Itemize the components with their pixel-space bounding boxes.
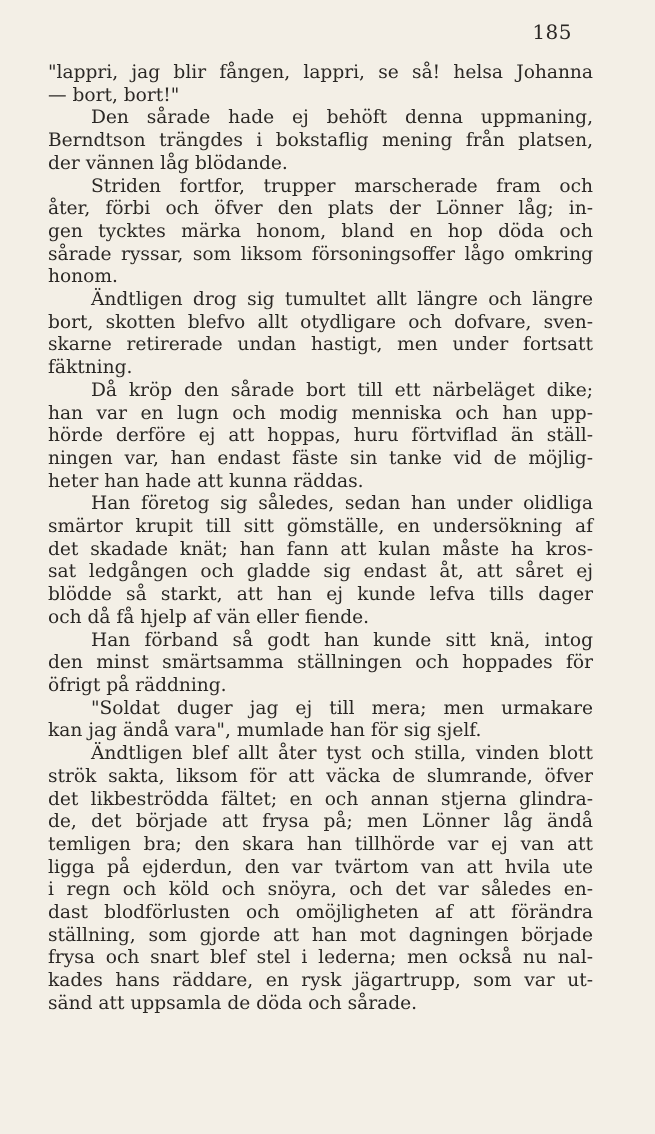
text-line: sänd att uppsamla de döda och sårade. [48, 992, 418, 1014]
text-line: honom. [48, 266, 118, 288]
text-line: dast blodförlusten och omöjligheten af att förändra [48, 902, 593, 924]
text-line: der vännen låg blödande. [48, 152, 288, 174]
text-line: Han företog sig således, sedan han under olidliga [91, 493, 593, 515]
text-line: skarne retirerade undan hastigt, men under fortsatt [48, 334, 593, 356]
text-line: Berndtson trängdes i bokstaflig mening från platsen, [48, 130, 593, 152]
text-line: heter han hade att kunna räddas. [48, 470, 364, 492]
text-line: strök sakta, liksom för att väcka de slumrande, öfver [48, 765, 593, 787]
text-line: — bort, bort!" [48, 84, 180, 106]
text-line: sårade ryssar, som liksom försoningsoffer lågo omkring [48, 243, 593, 265]
text-line: Den sårade hade ej behöft denna uppmaning, [91, 107, 593, 129]
text-line: kan jag ändå vara", mumlade han för sig sjelf. [48, 720, 482, 742]
text-line: Ändtligen drog sig tumultet allt längre och längre [91, 289, 593, 311]
text-line: det skadade knät; han fann att kulan måste ha kros- [48, 538, 593, 560]
page-number: 185 [532, 20, 572, 44]
text-line: frysa och snart blef stel i lederna; men också nu nal- [48, 947, 593, 969]
body-text [48, 62, 593, 1016]
text-line: ningen var, han endast fäste sin tanke vid de möjlig- [48, 447, 593, 469]
text-line: "lappri, jag blir fången, lappri, se så! helsa Johanna [48, 62, 593, 83]
text-line: temligen bra; den skara han tillhörde var ej van att [48, 833, 593, 855]
text-line: smärtor krupit till sitt gömställe, en undersökning af [48, 516, 593, 538]
text-line: den minst smärtsamma ställningen och hoppades för [48, 652, 593, 674]
text-line: han var en lugn och modig menniska och han upp- [48, 402, 593, 424]
text-line: Då kröp den sårade bort till ett närbeläget dike; [91, 379, 593, 401]
text-line: åter, förbi och öfver den plats der Lönner låg; in- [48, 198, 593, 220]
text-line: i regn och köld och snöyra, och det var således en- [48, 879, 593, 901]
text-line: "Soldat duger jag ej till mera; men urmakare [91, 697, 593, 719]
text-line: de, det började att frysa på; men Lönner låg ändå [48, 811, 593, 833]
text-line: det likbeströdda fältet; en och annan stjerna glindra- [48, 788, 593, 810]
text-line: ligga på ejderdun, den var tvärtom van att hvila ute [48, 856, 593, 878]
text-line: blödde så starkt, att han ej kunde lefva tills dager [48, 584, 593, 606]
text-line: bort, skotten blefvo allt otydligare och dofvare, sven- [48, 311, 593, 333]
text-line: kades hans räddare, en rysk jägartrupp, som var ut- [48, 970, 593, 992]
text-line: ställning, som gjorde att han mot dagningen började [48, 924, 593, 946]
text-line: Ändtligen blef allt åter tyst och stilla, vinden blott [91, 743, 593, 765]
text-line: och då få hjelp af vän eller fiende. [48, 606, 370, 628]
text-line: hörde derföre ej att hoppas, huru förtviflad än ställ- [48, 425, 593, 447]
text-line: sat ledgången och gladde sig endast åt, att såret ej [48, 561, 593, 583]
text-line: Han förband så godt han kunde sitt knä, intog [91, 629, 593, 651]
text-line: fäktning. [48, 357, 133, 379]
text-line: gen tycktes märka honom, bland en hop döda och [48, 220, 593, 242]
text-line: öfrigt på räddning. [48, 674, 227, 696]
text-line: Striden fortfor, trupper marscherade fram och [91, 175, 593, 197]
